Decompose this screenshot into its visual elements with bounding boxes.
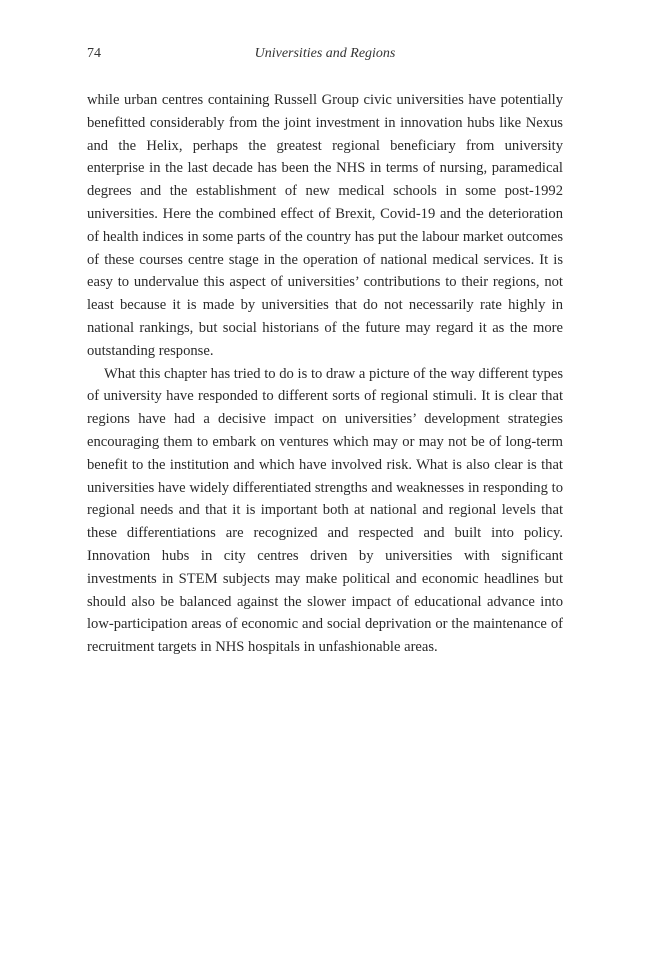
body-text [87, 89, 563, 659]
page-number: 74 [87, 46, 101, 61]
running-title: Universities and Regions [254, 46, 396, 61]
paragraph-2: What this chapter has tried to do is to draw a picture of the way different types of university have responded to different sorts of regional stimuli. It is clear that regions have had a decisive impact on universities’ development strategies encouraging them to embark on ventures which may or may not be of long-term benefit to the institution and which have involved risk. What is also clear is that universities have widely differentiated strengths and weaknesses in responding to regional needs and that it is important both at national and regional levels that these differentiations are recognized and respected and built into policy. Innovation hubs in city centres driven by universities with significant investments in STEM subjects may make political and economic headlines but should also be balanced against the slower impact of educational advance into low-participation areas of economic and social deprivation or the maintenance of recruitment targets in NHS hospitals in unfashionable areas. [87, 365, 563, 656]
paragraph-1: while urban centres containing Russell Group civic universities have potentially benefitted considerably from the joint investment in innovation hubs like Nexus and the Helix, perhaps the greatest regional beneficiary from university enterprise in the last decade has been the NHS in terms of nursing, paramedical degrees and the establishment of new medical schools in some post-1992 universities. Here the combined effect of Brexit, Covid-19 and the deterioration of health indices in some parts of the country has put the labour market outcomes of these courses centre stage in the operation of national medical services. It is easy to undervalue this aspect of universities’ contributions to their regions, not least because it is made by universities that do not necessarily rate highly in national rankings, but social historians of the future may regard it as the more outstanding response. [87, 92, 563, 359]
running-head [87, 46, 563, 66]
